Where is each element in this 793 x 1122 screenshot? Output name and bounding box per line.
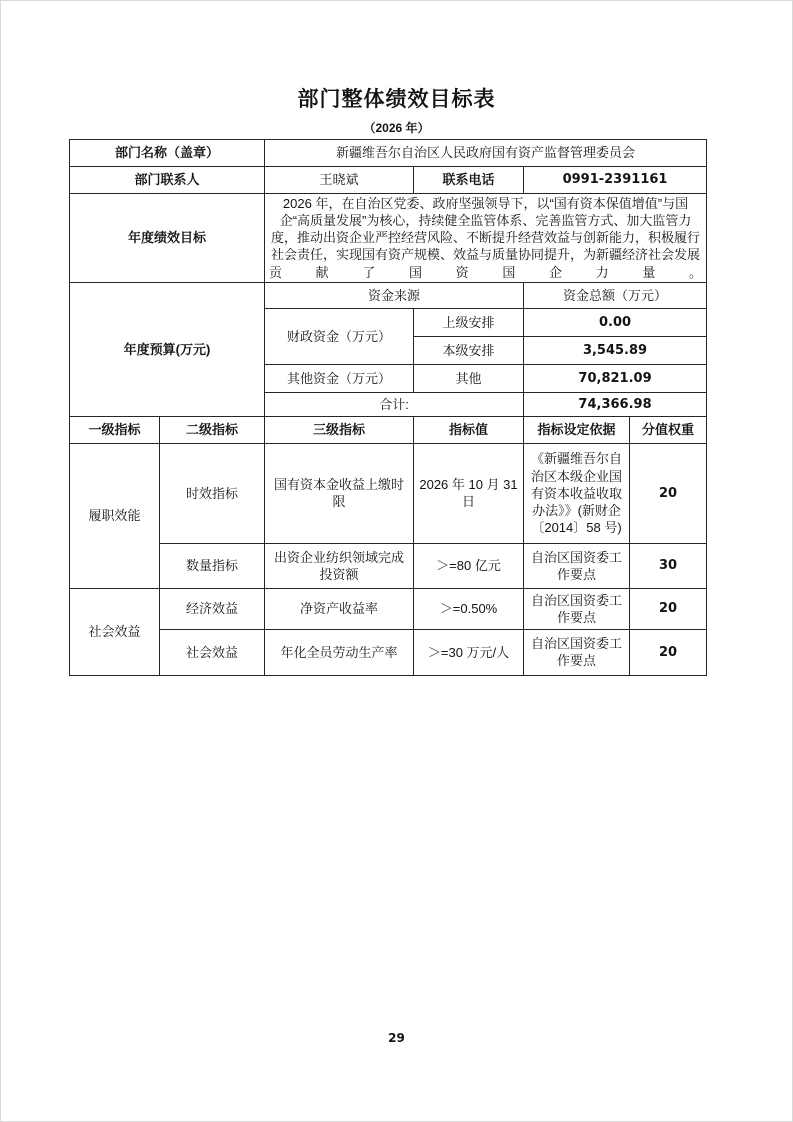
page-title: 部门整体绩效目标表 (297, 87, 496, 111)
indicator-weight-cell: 30 (630, 543, 707, 588)
dept-name-value-cell: 新疆维吾尔自治区人民政府国有资产监督管理委员会 (265, 140, 707, 167)
indicator-basis-cell: 自治区国资委工作要点 (524, 543, 630, 588)
indicator-level3-cell: 年化全员劳动生产率 (265, 629, 414, 675)
budget-source-header-cell: 资金来源 (265, 282, 524, 308)
budget-total-header-cell: 资金总额（万元） (524, 282, 707, 308)
indicator-weight-cell: 20 (630, 629, 707, 675)
indicator-header-value: 指标值 (414, 416, 524, 443)
indicator-weight-cell: 20 (630, 588, 707, 629)
table-row (70, 543, 707, 588)
phone-value-cell: 0991-2391161 (524, 167, 707, 194)
budget-other-label-cell: 其他资金（万元） (265, 364, 414, 392)
indicator-level2-cell: 时效指标 (160, 443, 265, 543)
indicator-header-level1: 一级指标 (70, 416, 160, 443)
indicator-group1-cell: 履职效能 (70, 443, 160, 588)
budget-total-label-cell: 合计: (265, 392, 524, 416)
contact-value-cell: 王晓斌 (265, 167, 414, 194)
indicator-level3-cell: 出资企业纺织领域完成投资额 (265, 543, 414, 588)
annual-goal-label-cell: 年度绩效目标 (70, 194, 265, 283)
budget-local-value-cell: 3,545.89 (524, 336, 707, 364)
indicator-level2-cell: 社会效益 (160, 629, 265, 675)
table-row (70, 443, 707, 543)
indicator-value-cell: ＞=80 亿元 (414, 543, 524, 588)
indicator-level3-cell: 国有资本金收益上缴时限 (265, 443, 414, 543)
page-subtitle: （2026 年） (363, 121, 430, 135)
dept-name-label-cell: 部门名称（盖章） (70, 140, 265, 167)
table-row (70, 588, 707, 629)
indicator-level2-cell: 经济效益 (160, 588, 265, 629)
indicator-header-level2: 二级指标 (160, 416, 265, 443)
indicator-header-weight: 分值权重 (630, 416, 707, 443)
phone-label-cell: 联系电话 (414, 167, 524, 194)
indicator-basis-cell: 自治区国资委工作要点 (524, 629, 630, 675)
indicator-level2-cell: 数量指标 (160, 543, 265, 588)
budget-other-value-cell: 70,821.09 (524, 364, 707, 392)
budget-upper-value-cell: 0.00 (524, 308, 707, 336)
budget-total-value-cell: 74,366.98 (524, 392, 707, 416)
indicator-basis-cell: 《新疆维吾尔自治区本级企业国有资本收益收取办法》》(新财企〔2014〕58 号) (524, 443, 630, 543)
indicator-weight-cell: 20 (630, 443, 707, 543)
indicator-value-cell: 2026 年 10 月 31 日 (414, 443, 524, 543)
budget-fiscal-label-cell: 财政资金（万元） (265, 308, 414, 364)
table-row (70, 629, 707, 675)
indicator-basis-cell: 自治区国资委工作要点 (524, 588, 630, 629)
indicator-header-level3: 三级指标 (265, 416, 414, 443)
budget-local-label-cell: 本级安排 (414, 336, 524, 364)
indicator-level3-cell: 净资产收益率 (265, 588, 414, 629)
performance-target-table (69, 139, 707, 676)
contact-label-cell: 部门联系人 (70, 167, 265, 194)
indicator-value-cell: ＞=0.50% (414, 588, 524, 629)
indicator-value-cell: ＞=30 万元/人 (414, 629, 524, 675)
indicator-group2-cell: 社会效益 (70, 588, 160, 675)
page-number: 29 (388, 1031, 405, 1045)
annual-goal-text-cell: 2026 年，在自治区党委、政府坚强领导下，以“国有资本保值增值”与国企“高质量发展”为核心，持续健全监管体系、完善监管方式、加大监管力度，推动出资企业严控经营风险、不断提升经营效益与创新能力，积极履行社会责任，实现国有资产规模、效益与质量协同提升，为新疆经济社会发展贡献了国资国企力量。 (265, 194, 707, 283)
indicator-header-basis: 指标设定依据 (524, 416, 630, 443)
budget-upper-label-cell: 上级安排 (414, 308, 524, 336)
budget-other-sub-label-cell: 其他 (414, 364, 524, 392)
budget-label-cell: 年度预算(万元) (70, 282, 265, 416)
